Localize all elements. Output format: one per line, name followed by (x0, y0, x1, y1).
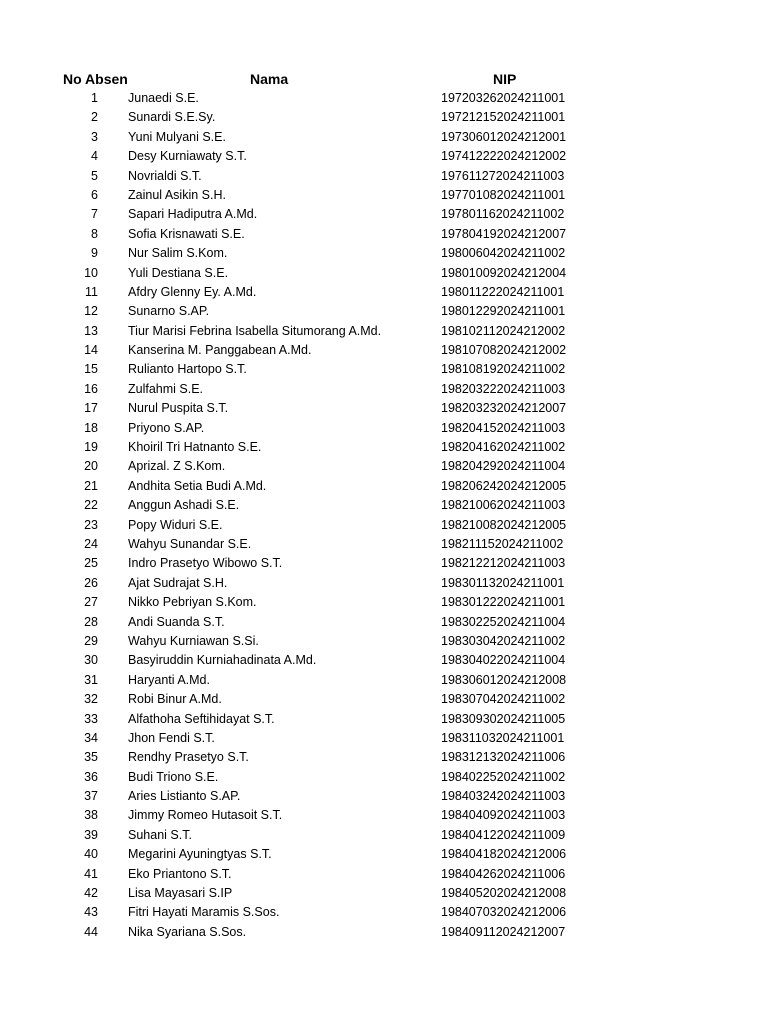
table-row (0, 244, 768, 263)
cell-nip: 198307042024211002 (441, 692, 566, 707)
cell-nama: Yuni Mulyani S.E. (128, 129, 226, 144)
table-row (0, 903, 768, 922)
cell-no-absen: 31 (84, 672, 98, 687)
cell-no-absen: 37 (84, 789, 98, 804)
cell-no-absen: 26 (84, 575, 98, 590)
cell-no-absen: 41 (84, 866, 98, 881)
cell-nip: 198301222024211001 (441, 595, 566, 610)
table-row (0, 748, 768, 767)
table-row (0, 419, 768, 438)
cell-no-absen: 10 (84, 265, 98, 280)
cell-nama: Nika Syariana S.Sos. (128, 924, 247, 939)
table-row (0, 884, 768, 903)
table-row (0, 322, 768, 341)
table-row (0, 923, 768, 942)
table-row (0, 729, 768, 748)
cell-nip: 198102112024212002 (441, 323, 566, 338)
header-nip: NIP (493, 71, 517, 87)
cell-nama: Nur Salim S.Kom. (128, 246, 228, 261)
cell-nip: 198402252024211002 (441, 769, 566, 784)
cell-nip: 197801162024211002 (441, 207, 565, 222)
cell-no-absen: 24 (84, 536, 98, 551)
cell-nip: 198404122024211009 (441, 827, 566, 842)
cell-no-absen: 8 (91, 226, 98, 241)
cell-no-absen: 1 (91, 91, 98, 105)
cell-nip: 197203262024211001 (441, 91, 566, 105)
cell-nama: Nikko Pebriyan S.Kom. (128, 595, 257, 610)
cell-no-absen: 33 (84, 711, 98, 726)
cell-nama: Afdry Glenny Ey. A.Md. (128, 284, 257, 299)
cell-no-absen: 12 (84, 304, 98, 319)
table-row (0, 496, 768, 515)
table-row (0, 574, 768, 593)
cell-nama: Sunarno S.AP. (128, 304, 210, 319)
cell-nip: 198404262024211006 (441, 866, 566, 881)
table-row (0, 554, 768, 573)
table-row (0, 593, 768, 612)
table-body (0, 89, 768, 942)
cell-nip: 198010092024212004 (441, 265, 567, 280)
table-row (0, 89, 768, 108)
table-row (0, 128, 768, 147)
cell-nip: 198301132024211001 (441, 575, 565, 590)
header-nama: Nama (250, 71, 289, 87)
cell-nama: Robi Binur A.Md. (128, 692, 222, 707)
cell-nama: Priyono S.AP. (128, 420, 205, 435)
cell-no-absen: 19 (84, 440, 98, 455)
table-row (0, 845, 768, 864)
cell-nama: Fitri Hayati Maramis S.Sos. (128, 905, 280, 920)
cell-nama: Khoiril Tri Hatnanto S.E. (128, 440, 262, 455)
table-row (0, 535, 768, 554)
cell-nip: 198204162024211002 (441, 440, 566, 455)
cell-nip: 198212212024211003 (441, 556, 566, 571)
table-row (0, 399, 768, 418)
cell-no-absen: 15 (84, 362, 98, 377)
cell-no-absen: 20 (84, 459, 98, 474)
cell-nama: Popy Widuri S.E. (128, 517, 223, 532)
cell-nama: Budi Triono S.E. (128, 769, 219, 784)
table-row (0, 302, 768, 321)
table-row (0, 264, 768, 283)
cell-nama: Aprizal. Z S.Kom. (128, 459, 226, 474)
cell-no-absen: 6 (91, 187, 98, 202)
cell-nama: Wahyu Sunandar S.E. (128, 536, 252, 551)
cell-nip: 198302252024211004 (441, 614, 566, 629)
cell-no-absen: 11 (85, 284, 98, 299)
table-row (0, 225, 768, 244)
cell-no-absen: 40 (84, 847, 98, 862)
cell-no-absen: 17 (84, 401, 98, 416)
cell-nama: Haryanti A.Md. (128, 672, 210, 687)
cell-nama: Eko Priantono S.T. (128, 866, 232, 881)
table-row (0, 651, 768, 670)
table-row (0, 205, 768, 224)
cell-nama: Sunardi S.E.Sy. (128, 110, 216, 125)
cell-nip: 198206242024212005 (441, 478, 567, 493)
cell-nama: Ajat Sudrajat S.H. (128, 575, 228, 590)
table-row (0, 613, 768, 632)
cell-nip: 198012292024211001 (441, 304, 566, 319)
cell-nama: Indro Prasetyo Wibowo S.T. (128, 556, 283, 571)
cell-no-absen: 27 (84, 595, 98, 610)
cell-no-absen: 14 (84, 343, 98, 358)
cell-nama: Anggun Ashadi S.E. (128, 498, 240, 513)
cell-no-absen: 5 (91, 168, 98, 183)
cell-nama: Tiur Marisi Febrina Isabella Situmorang A.Md. (128, 323, 382, 338)
cell-nama: Wahyu Kurniawan S.Si. (128, 633, 259, 648)
table-row (0, 167, 768, 186)
cell-no-absen: 23 (84, 517, 98, 532)
cell-nip: 198107082024212002 (441, 343, 567, 358)
cell-nip: 198211152024211002 (441, 536, 564, 551)
cell-nama: Basyiruddin Kurniahadinata A.Md. (128, 653, 317, 668)
cell-nama: Junaedi S.E. (128, 91, 199, 105)
cell-no-absen: 28 (84, 614, 98, 629)
table-row (0, 283, 768, 302)
cell-nama: Rendhy Prasetyo S.T. (128, 750, 249, 765)
cell-no-absen: 16 (84, 381, 98, 396)
table-row (0, 380, 768, 399)
table-row (0, 457, 768, 476)
cell-nama: Aries Listianto S.AP. (128, 789, 241, 804)
cell-no-absen: 38 (84, 808, 98, 823)
cell-nama: Zulfahmi S.E. (128, 381, 204, 396)
cell-nama: Jhon Fendi S.T. (128, 730, 215, 745)
cell-no-absen: 43 (84, 905, 98, 920)
cell-no-absen: 44 (84, 924, 98, 939)
cell-nip: 198304022024211004 (441, 653, 566, 668)
cell-no-absen: 30 (84, 653, 98, 668)
header-no-absen: No Absen (63, 71, 128, 87)
table-row (0, 806, 768, 825)
cell-nip: 198011222024211001 (441, 284, 565, 299)
cell-nip: 198210082024212005 (441, 517, 567, 532)
cell-nip: 197412222024212002 (441, 149, 567, 164)
cell-nip: 198203232024212007 (441, 401, 567, 416)
table-row (0, 826, 768, 845)
cell-nip: 198404182024212006 (441, 847, 567, 862)
cell-no-absen: 2 (91, 110, 98, 125)
cell-nip: 198303042024211002 (441, 633, 566, 648)
cell-nip: 198311032024211001 (441, 730, 565, 745)
cell-nama: Alfathoha Seftihidayat S.T. (128, 711, 275, 726)
cell-nama: Kanserina M. Panggabean A.Md. (128, 343, 312, 358)
cell-no-absen: 3 (91, 129, 98, 144)
cell-nip: 198204152024211003 (441, 420, 566, 435)
attendance-table (0, 70, 768, 942)
table-row (0, 768, 768, 787)
cell-no-absen: 29 (84, 633, 98, 648)
table-row (0, 516, 768, 535)
table-row (0, 186, 768, 205)
table-row (0, 632, 768, 651)
cell-nama: Megarini Ayuningtyas S.T. (128, 847, 272, 862)
cell-nama: Novrialdi S.T. (128, 168, 202, 183)
table-row (0, 690, 768, 709)
cell-nama: Andi Suanda S.T. (128, 614, 225, 629)
cell-nip: 197701082024211001 (441, 187, 566, 202)
table-row (0, 671, 768, 690)
cell-nip: 197611272024211003 (441, 168, 565, 183)
cell-nip: 198403242024211003 (441, 789, 566, 804)
cell-no-absen: 9 (91, 246, 98, 261)
table-row (0, 438, 768, 457)
cell-no-absen: 32 (84, 692, 98, 707)
cell-no-absen: 13 (84, 323, 98, 338)
cell-nama: Rulianto Hartopo S.T. (128, 362, 247, 377)
cell-nama: Jimmy Romeo Hutasoit S.T. (128, 808, 283, 823)
cell-nama: Sofia Krisnawati S.E. (128, 226, 245, 241)
cell-nama: Sapari Hadiputra A.Md. (128, 207, 258, 222)
cell-nama: Andhita Setia Budi A.Md. (128, 478, 267, 493)
table-row (0, 341, 768, 360)
cell-no-absen: 22 (84, 498, 98, 513)
cell-no-absen: 18 (84, 420, 98, 435)
cell-nip: 198203222024211003 (441, 381, 566, 396)
cell-no-absen: 7 (91, 207, 98, 222)
table-row (0, 865, 768, 884)
table-row (0, 360, 768, 379)
cell-nip: 198312132024211006 (441, 750, 566, 765)
cell-no-absen: 36 (84, 769, 98, 784)
cell-nama: Zainul Asikin S.H. (128, 187, 226, 202)
cell-no-absen: 42 (84, 886, 98, 901)
cell-nip: 198204292024211004 (441, 459, 566, 474)
cell-nip: 197212152024211001 (441, 110, 566, 125)
table-row (0, 108, 768, 127)
cell-no-absen: 21 (84, 478, 98, 493)
cell-nip: 198309302024211005 (441, 711, 566, 726)
cell-nip: 198404092024211003 (441, 808, 566, 823)
cell-nama: Yuli Destiana S.E. (128, 265, 229, 280)
cell-no-absen: 4 (91, 149, 98, 164)
cell-nama: Lisa Mayasari S.IP (128, 886, 233, 901)
table-row (0, 787, 768, 806)
cell-no-absen: 34 (84, 730, 98, 745)
table-row (0, 710, 768, 729)
cell-no-absen: 35 (84, 750, 98, 765)
cell-nip: 197804192024212007 (441, 226, 567, 241)
table-row (0, 147, 768, 166)
cell-nip: 198306012024212008 (441, 672, 567, 687)
cell-nip: 198108192024211002 (441, 362, 566, 377)
cell-nip: 198006042024211002 (441, 246, 566, 261)
cell-nama: Nurul Puspita S.T. (128, 401, 229, 416)
cell-nip: 197306012024212001 (441, 129, 567, 144)
cell-no-absen: 39 (84, 827, 98, 842)
table-header (0, 70, 768, 89)
cell-nip: 198210062024211003 (441, 498, 566, 513)
cell-nip: 198409112024212007 (441, 924, 566, 939)
cell-nama: Desy Kurniawaty S.T. (128, 149, 247, 164)
cell-nip: 198407032024212006 (441, 905, 567, 920)
cell-nama: Suhani S.T. (128, 827, 192, 842)
cell-nip: 198405202024212008 (441, 886, 567, 901)
cell-no-absen: 25 (84, 556, 98, 571)
table-row (0, 477, 768, 496)
